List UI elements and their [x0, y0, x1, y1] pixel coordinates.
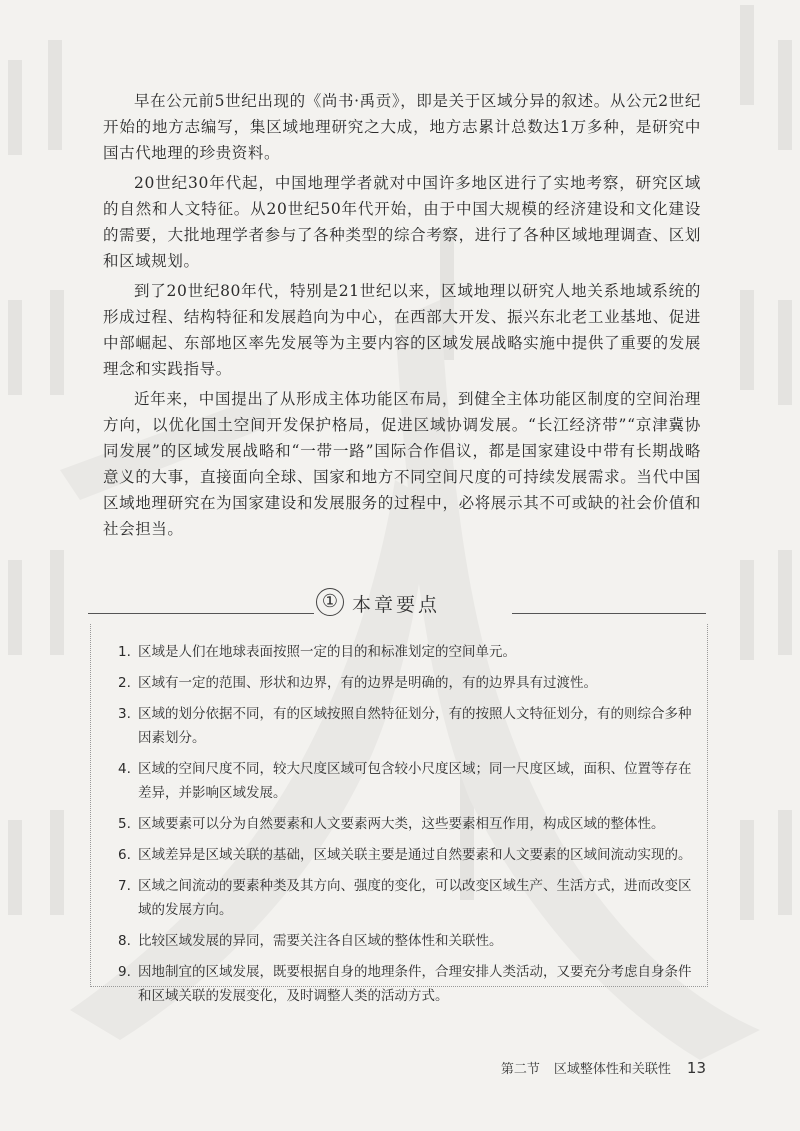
list-item	[118, 640, 703, 664]
list-item	[118, 757, 703, 805]
chapter-summary-header	[88, 586, 706, 626]
divider	[88, 613, 314, 614]
divider	[512, 613, 706, 614]
page-number: 13	[686, 1059, 706, 1077]
summary-number-badge: ①	[316, 588, 344, 616]
item-number: 9.	[118, 964, 131, 980]
list-item	[118, 702, 703, 750]
paragraph: 早在公元前5世纪出现的《尚书·禹贡》，即是关于区域分异的叙述。从公元2世纪开始的地方志编写，集区域地理研究之大成，地方志累计总数达1万多种，是研究中国古代地理的珍贵资料。	[103, 92, 701, 162]
item-text: 比较区域发展的异同，需要关注各自区域的整体性和关联性。	[138, 933, 503, 949]
summary-list	[118, 640, 703, 1015]
item-number: 7.	[118, 878, 131, 894]
item-text: 区域是人们在地球表面按照一定的目的和标准划定的空间单元。	[138, 644, 516, 660]
item-number: 3.	[118, 706, 131, 722]
item-text: 区域的划分依据不同，有的区域按照自然特征划分，有的按照人文特征划分，有的则综合多种因素划分。	[138, 706, 692, 746]
item-number: 6.	[118, 847, 131, 863]
paragraph: 到了20世纪80年代，特别是21世纪以来，区域地理以研究人地关系地域系统的形成过程、结构特征和发展趋向为中心，在西部大开发、振兴东北老工业基地、促进中部崛起、东部地区率先发展等为主要内容的区域发展战略实施中提供了重要的发展理念和实践指导。	[103, 282, 701, 378]
item-text: 区域有一定的范围、形状和边界，有的边界是明确的，有的边界具有过渡性。	[138, 675, 597, 691]
footer-title: 区域整体性和关联性	[553, 1062, 671, 1077]
item-number: 4.	[118, 761, 131, 777]
list-item	[118, 874, 703, 922]
list-item	[118, 812, 703, 836]
item-number: 1.	[118, 644, 131, 660]
paragraph: 20世纪30年代起，中国地理学者就对中国许多地区进行了实地考察，研究区域的自然和人文特征。从20世纪50年代开始，由于中国大规模的经济建设和文化建设的需要，大批地理学者参与了各种类型的综合考察，进行了各种区域地理调查、区划和区域规划。	[103, 174, 701, 270]
item-text: 区域要素可以分为自然要素和人文要素两大类，这些要素相互作用，构成区域的整体性。	[138, 816, 665, 832]
item-number: 5.	[118, 816, 131, 832]
item-text: 区域差异是区域关联的基础，区域关联主要是通过自然要素和人文要素的区域间流动实现的。	[138, 847, 692, 863]
body-text	[103, 88, 701, 546]
item-text: 区域之间流动的要素种类及其方向、强度的变化，可以改变区域生产、生活方式，进而改变区域的发展方向。	[138, 878, 692, 918]
list-item	[118, 960, 703, 1008]
item-text: 因地制宜的区域发展，既要根据自身的地理条件，合理安排人类活动，又要充分考虑自身条件和区域关联的发展变化，及时调整人类的活动方式。	[138, 964, 692, 1004]
list-item	[118, 671, 703, 695]
list-item	[118, 929, 703, 953]
item-number: 2.	[118, 675, 131, 691]
summary-title: 本章要点	[352, 594, 441, 616]
list-item	[118, 843, 703, 867]
item-text: 区域的空间尺度不同，较大尺度区域可包含较小尺度区域；同一尺度区域，面积、位置等存在差异，并影响区域发展。	[138, 761, 692, 801]
footer-section: 第二节	[500, 1062, 540, 1077]
item-number: 8.	[118, 933, 131, 949]
page-footer	[487, 1058, 706, 1077]
paragraph: 近年来，中国提出了从形成主体功能区布局，到健全主体功能区制度的空间治理方向，以优化国土空间开发保护格局，促进区域协调发展。“长江经济带”“京津冀协同发展”的区域发展战略和“一带一路”国际合作倡议，都是国家建设中带有长期战略意义的大事，直接面向全球、国家和地方不同空间尺度的可持续发展需求。当代中国区域地理研究在为国家建设和发展服务的过程中，必将展示其不可或缺的社会价值和社会担当。	[103, 390, 701, 538]
